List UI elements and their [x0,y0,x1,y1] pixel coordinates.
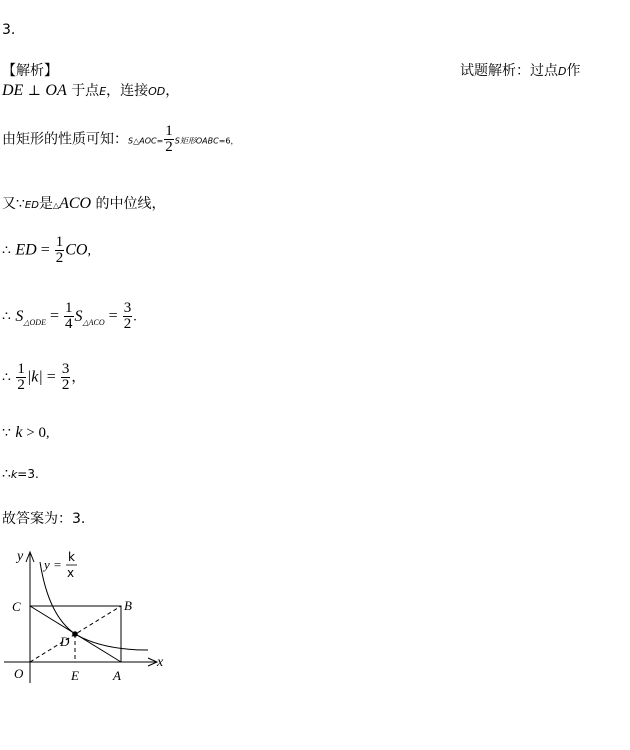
ed-label: ED [24,200,39,211]
label-a: A [113,668,121,683]
label-o: O [14,666,24,681]
oa-segment: OA [45,82,67,99]
line-7 [2,424,49,442]
fraction-denominator: 2 [17,377,25,393]
line5-eq1: = [45,307,63,325]
therefore-symbol: ∴ [2,466,11,482]
fraction-one-half [164,124,174,155]
k-variable: k [10,468,18,481]
line-8 [2,466,39,482]
line1-text2: ，连接 [106,83,149,99]
line-4 [2,235,91,266]
fraction-numerator: 3 [61,361,70,377]
geometry-figure [0,540,180,690]
fraction-three-halves [61,362,71,393]
fraction-denominator: 2 [61,377,70,393]
line2-eq: = [156,136,164,146]
function-numerator: k [68,550,75,564]
line-2 [2,124,239,155]
label-b: B [124,598,132,613]
od-label: OD [148,85,166,98]
line7-comma: , [45,426,50,441]
fraction-numerator: 1 [65,300,73,316]
ed-lhs: ED [15,241,37,259]
label-e: E [71,668,79,683]
therefore-symbol: ∴ [2,308,11,325]
ode-subscript: △ODE [23,317,46,327]
answer-value: 3. [72,511,86,527]
shi-text: 是 [38,196,53,212]
abs-k: |k| [26,368,43,386]
s-aoc: S△AOC [128,136,157,146]
point-d [72,631,78,637]
line1-text: 于点 [71,83,100,99]
co-rhs: CO [65,241,88,259]
s-aco [75,308,105,325]
s-ode [15,308,46,325]
therefore-symbol: ∴ [2,242,11,259]
line-3 [2,193,166,213]
zuo-text: 作 [566,63,581,79]
line6-comma: ， [71,369,86,386]
s-rect: S矩形OABC [174,136,219,146]
de-segment: DE [2,82,24,99]
fraction-three-halves [123,301,133,332]
line5-eq2: = [104,307,122,325]
k-value: =3. [17,467,39,481]
analysis-label: 【解析】 [2,63,58,79]
fraction-numerator: 3 [123,300,132,316]
point-e-label: E [99,85,107,98]
fraction-numerator: 1 [165,123,173,139]
line-9 [2,508,85,528]
fraction-denominator: 2 [123,316,132,332]
line4-eq: = [36,241,54,259]
aco-subscript: △ACO [82,317,105,327]
label-d: D [60,634,70,649]
you-text: 又 [2,196,16,212]
k-relation: > 0 [22,425,46,441]
line-6 [2,362,85,393]
line4-comma: , [87,243,91,259]
analysis-intro [460,60,580,80]
fraction-numerator: 1 [17,361,25,377]
label-c: C [12,599,21,614]
line-5 [2,301,137,332]
point-d-label: D [558,65,567,78]
fraction-denominator: 2 [165,139,173,155]
aco-label: ACO [59,195,92,212]
line2-tail: =6， [218,136,239,146]
fraction-one-half [16,362,26,393]
because-symbol: ∵ [2,425,11,441]
s-symbol: S [74,307,83,325]
therefore-symbol: ∴ [2,369,11,386]
question-number: 3. [2,22,16,38]
s-symbol: S [15,307,24,325]
triangle-symbol: △ [52,201,60,210]
line1-comma: ， [165,83,180,99]
intro-text: 试题解析：过点 [460,63,558,79]
line5-dot: . [133,309,137,325]
fraction-denominator: 4 [65,316,73,332]
line2-text: 由矩形的性质可知： [2,131,128,148]
function-denominator: x [67,566,75,580]
k-variable: k [15,424,23,441]
line-1 [2,80,179,100]
line3-text: 的中位线， [91,196,166,212]
y-axis-label: y [17,549,24,564]
fraction-one-half [55,235,65,266]
fraction-one-quarter [64,301,74,332]
because-symbol: ∵ [16,196,25,212]
perp-symbol: ⊥ [27,83,41,99]
x-axis-label: x [157,655,164,670]
line6-eq: = [42,368,60,386]
answer-label: 故答案为： [2,511,72,527]
fraction-denominator: 2 [55,250,64,266]
function-label: y = [44,557,62,572]
fraction-numerator: 1 [55,234,64,250]
